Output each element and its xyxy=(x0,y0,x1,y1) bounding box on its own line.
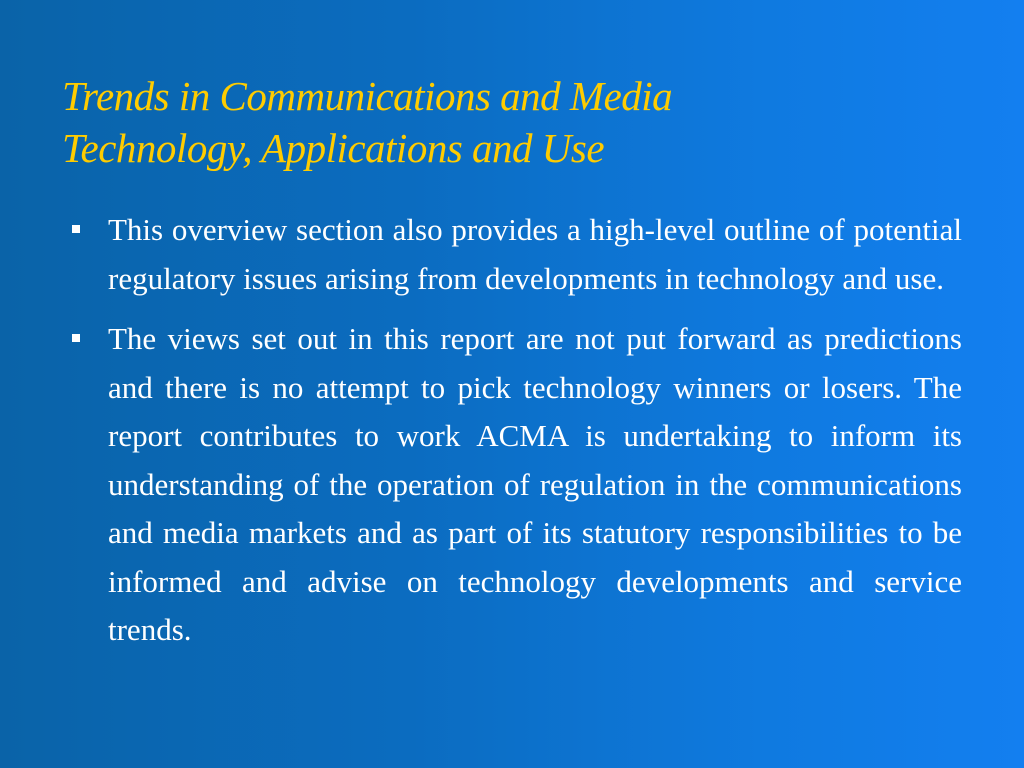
slide-title-line-2: Technology, Applications and Use xyxy=(62,125,605,171)
bullet-item xyxy=(72,206,962,303)
slide-title xyxy=(62,70,962,174)
slide-title-line-1: Trends in Communications and Media xyxy=(62,73,673,119)
bullet-text: The views set out in this report are not put forward as predictions and there is no attempt to pick technology winners or losers. The report contributes to work ACMA is undertaking to inform its understanding of the operation of regulation in the communications and media markets and as part of its statutory responsibilities to be informed and advise on technology developments and service trends. xyxy=(108,321,962,647)
square-bullet-icon xyxy=(72,225,80,233)
bullet-text: This overview section also provides a high-level outline of potential regulatory issues arising from developments in technology and use. xyxy=(108,212,962,296)
bullet-list xyxy=(72,206,962,667)
square-bullet-icon xyxy=(72,334,80,342)
bullet-item xyxy=(72,315,962,655)
